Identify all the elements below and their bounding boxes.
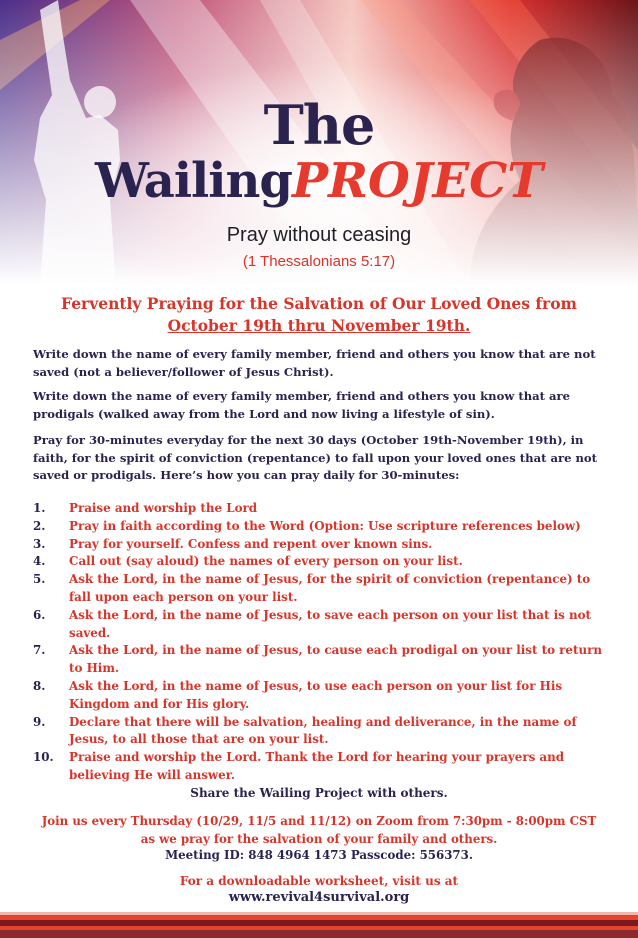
step-text: Praise and worship the Lord. Thank the Lord for hearing your prayers and believing He will answer. <box>69 750 565 782</box>
step-text: Ask the Lord, in the name of Jesus, to cause each prodigal on your list to return to Him. <box>69 643 603 676</box>
share-text: Share the Wailing Project with others. <box>190 786 448 800</box>
step-text: Ask the Lord, in the name of Jesus, for the spirit of conviction (repentance) to fall upon each person on your list. <box>69 572 591 604</box>
instruction-not-saved: Write down the name of every family member, friend and others you know that are not saved (not a believer/follower of Jesus Christ). <box>33 347 596 379</box>
step-text: Call out (say aloud) the names of every person on your list. <box>69 554 463 569</box>
list-item <box>33 536 613 554</box>
step-text: Praise and worship the Lord <box>69 501 258 515</box>
flyer-title <box>0 93 638 209</box>
scripture-reference: (1 Thessalonians 5:17) <box>242 253 396 270</box>
step-number: 8. <box>33 678 46 693</box>
step-number: 1. <box>33 501 46 515</box>
zoom-invite-line1: Join us every Thursday (10/29, 11/5 and 11/12) on Zoom from 7:30pm - 8:00pm CST <box>41 814 597 828</box>
step-number: 2. <box>33 518 46 533</box>
list-item <box>33 678 613 714</box>
step-number: 9. <box>33 714 46 729</box>
footer-stripes <box>0 912 638 938</box>
zoom-invite <box>0 813 638 848</box>
meeting-details: Meeting ID: 848 4964 1473 Passcode: 556373. <box>165 848 473 862</box>
list-item <box>33 571 613 607</box>
step-text: Ask the Lord, in the name of Jesus, to use each person on your list for His Kingdom and for His glory. <box>69 678 563 711</box>
step-number: 7. <box>33 643 46 658</box>
list-item <box>33 642 613 678</box>
list-item <box>33 749 613 785</box>
title-wailing-project <box>0 154 638 208</box>
list-item <box>33 553 613 571</box>
step-number: 3. <box>33 536 46 551</box>
headline <box>0 293 638 337</box>
step-number: 6. <box>33 607 46 622</box>
step-number: 10. <box>33 750 54 765</box>
step-number: 5. <box>33 572 46 587</box>
list-item <box>33 500 613 518</box>
tagline: Pray without ceasing <box>226 224 412 246</box>
headline-dates: October 19th thru November 19th. <box>167 316 471 335</box>
list-item <box>33 518 613 536</box>
step-number: 4. <box>33 554 46 569</box>
list-item <box>33 714 613 750</box>
prayer-steps-list <box>33 500 613 785</box>
title-wailing: Wailing <box>94 153 292 209</box>
step-text: Ask the Lord, in the name of Jesus, to save each person on your list that is not saved. <box>69 607 592 640</box>
instruction-pray-daily: Pray for 30-minutes everyday for the next 30 days (October 19th-November 19th), in faith, for the spirit of conviction (repentance) to fall upon your loved ones that are not saved or prodigals. Here’s how you can pray daily for 30-minutes: <box>33 433 598 482</box>
step-text: Declare that there will be salvation, healing and deliverance, in the name of Jesus, to all those that are on your list. <box>69 714 577 747</box>
title-the: The <box>263 93 375 157</box>
step-text: Pray for yourself. Confess and repent over known sins. <box>69 536 433 551</box>
website-link[interactable]: www.revival4survival.org <box>228 890 410 905</box>
title-project: PROJECT <box>291 153 543 209</box>
headline-line1: Fervently Praying for the Salvation of Our Loved Ones from <box>61 294 577 313</box>
instruction-prodigals: Write down the name of every family member, friend and others you know that are prodigals (walked away from the Lord and now living a lifestyle of sin). <box>33 389 571 421</box>
zoom-invite-line2: as we pray for the salvation of your family and others. <box>140 831 498 846</box>
download-text: For a downloadable worksheet, visit us at <box>179 874 459 888</box>
step-text: Pray in faith according to the Word (Option: Use scripture references below) <box>69 518 581 533</box>
list-item <box>33 607 613 643</box>
